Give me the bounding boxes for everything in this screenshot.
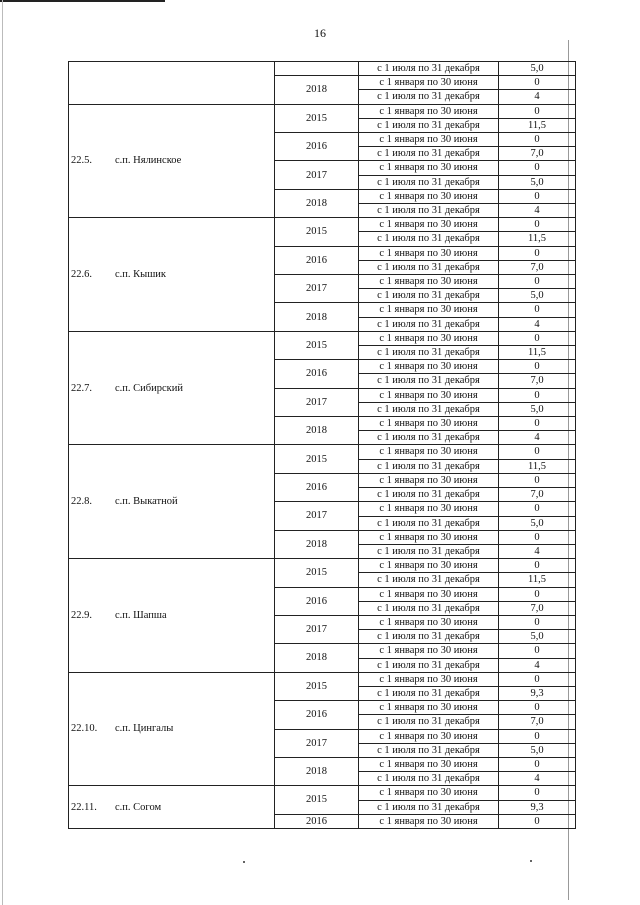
value-cell: 0 (499, 644, 576, 658)
period-cell: с 1 января по 30 июня (359, 757, 499, 771)
value-cell: 0 (499, 502, 576, 516)
settlement-label: с.п. Кышик (115, 268, 167, 280)
value-cell: 7,0 (499, 715, 576, 729)
value-cell: 5,0 (499, 289, 576, 303)
period-cell: с 1 января по 30 июня (359, 701, 499, 715)
value-cell: 0 (499, 133, 576, 147)
period-cell: с 1 июля по 31 декабря (359, 431, 499, 445)
period-cell: с 1 июля по 31 декабря (359, 658, 499, 672)
tariff-table (68, 61, 576, 829)
value-cell: 0 (499, 559, 576, 573)
year-cell: 2015 (275, 672, 359, 700)
value-cell: 5,0 (499, 402, 576, 416)
year-cell: 2016 (275, 133, 359, 161)
period-cell: с 1 января по 30 июня (359, 729, 499, 743)
year-cell: 2016 (275, 814, 359, 828)
settlement-label: с.п. Нялинское (115, 155, 182, 167)
period-cell: с 1 января по 30 июня (359, 360, 499, 374)
period-cell: с 1 июля по 31 декабря (359, 630, 499, 644)
period-cell: с 1 июля по 31 декабря (359, 62, 499, 76)
value-cell: 0 (499, 303, 576, 317)
year-cell: 2018 (275, 303, 359, 331)
period-cell: с 1 января по 30 июня (359, 104, 499, 118)
value-cell: 5,0 (499, 175, 576, 189)
value-cell: 9,3 (499, 800, 576, 814)
period-cell: с 1 июля по 31 декабря (359, 743, 499, 757)
settlement-name-continued (69, 62, 275, 105)
value-cell: 11,5 (499, 459, 576, 473)
scan-speck (243, 861, 245, 863)
settlement-name (69, 559, 275, 673)
value-cell: 0 (499, 417, 576, 431)
value-cell: 0 (499, 473, 576, 487)
period-cell: с 1 июля по 31 декабря (359, 601, 499, 615)
value-cell: 9,3 (499, 686, 576, 700)
value-cell: 0 (499, 757, 576, 771)
scan-speck (530, 860, 532, 862)
period-cell: с 1 января по 30 июня (359, 473, 499, 487)
value-cell: 7,0 (499, 147, 576, 161)
settlement-name (69, 445, 275, 559)
period-cell: с 1 января по 30 июня (359, 218, 499, 232)
period-cell: с 1 января по 30 июня (359, 786, 499, 800)
tariff-table-body (69, 62, 576, 829)
value-cell: 4 (499, 90, 576, 104)
year-cell: 2017 (275, 502, 359, 530)
value-cell: 0 (499, 246, 576, 260)
settlement-name (69, 672, 275, 786)
value-cell: 0 (499, 275, 576, 289)
period-cell: с 1 июля по 31 декабря (359, 544, 499, 558)
value-cell: 0 (499, 587, 576, 601)
scan-edge-left (2, 0, 3, 905)
period-cell: с 1 января по 30 июня (359, 502, 499, 516)
settlement-label: с.п. Цингалы (115, 723, 174, 735)
period-cell: с 1 июля по 31 декабря (359, 90, 499, 104)
value-cell: 5,0 (499, 743, 576, 757)
period-cell: с 1 июля по 31 декабря (359, 289, 499, 303)
value-cell: 7,0 (499, 601, 576, 615)
year-cell: 2016 (275, 246, 359, 274)
value-cell: 5,0 (499, 62, 576, 76)
year-cell: 2015 (275, 559, 359, 587)
period-cell: с 1 января по 30 июня (359, 275, 499, 289)
year-cell: 2018 (275, 189, 359, 217)
period-cell: с 1 января по 30 июня (359, 445, 499, 459)
year-cell: 2015 (275, 104, 359, 132)
value-cell: 4 (499, 544, 576, 558)
year-cell: 2015 (275, 786, 359, 814)
period-cell: с 1 января по 30 июня (359, 246, 499, 260)
settlement-name (69, 218, 275, 332)
value-cell: 4 (499, 431, 576, 445)
year-cell: 2018 (275, 530, 359, 558)
settlement-number: 22.6. (71, 268, 92, 280)
value-cell: 4 (499, 317, 576, 331)
value-cell: 0 (499, 445, 576, 459)
year-cell: 2017 (275, 388, 359, 416)
year-cell: 2016 (275, 473, 359, 501)
year-cell: 2016 (275, 587, 359, 615)
table-row (69, 62, 576, 76)
period-cell: с 1 июля по 31 декабря (359, 573, 499, 587)
settlement-label: с.п. Шапша (115, 609, 167, 621)
value-cell: 0 (499, 189, 576, 203)
table-row (69, 104, 576, 118)
period-cell: с 1 июля по 31 декабря (359, 374, 499, 388)
year-cell: 2015 (275, 445, 359, 473)
period-cell: с 1 января по 30 июня (359, 814, 499, 828)
value-cell: 7,0 (499, 260, 576, 274)
settlement-label: с.п. Сибирский (115, 382, 183, 394)
period-cell: с 1 января по 30 июня (359, 303, 499, 317)
year-cell: 2018 (275, 76, 359, 104)
period-cell: с 1 января по 30 июня (359, 331, 499, 345)
year-cell-empty (275, 62, 359, 76)
period-cell: с 1 июля по 31 декабря (359, 346, 499, 360)
value-cell: 11,5 (499, 232, 576, 246)
year-cell: 2017 (275, 615, 359, 643)
value-cell: 4 (499, 772, 576, 786)
period-cell: с 1 января по 30 июня (359, 530, 499, 544)
value-cell: 4 (499, 658, 576, 672)
top-border-line (0, 0, 165, 2)
year-cell: 2018 (275, 644, 359, 672)
period-cell: с 1 июля по 31 декабря (359, 488, 499, 502)
value-cell: 0 (499, 218, 576, 232)
period-cell: с 1 июля по 31 декабря (359, 175, 499, 189)
settlement-name (69, 331, 275, 445)
settlement-number: 22.11. (71, 801, 97, 813)
period-cell: с 1 июля по 31 декабря (359, 147, 499, 161)
period-cell: с 1 июля по 31 декабря (359, 459, 499, 473)
value-cell: 4 (499, 204, 576, 218)
period-cell: с 1 июля по 31 декабря (359, 204, 499, 218)
value-cell: 11,5 (499, 346, 576, 360)
period-cell: с 1 июля по 31 декабря (359, 772, 499, 786)
value-cell: 0 (499, 331, 576, 345)
value-cell: 5,0 (499, 516, 576, 530)
value-cell: 5,0 (499, 630, 576, 644)
settlement-number: 22.9. (71, 609, 92, 621)
value-cell: 0 (499, 672, 576, 686)
value-cell: 0 (499, 530, 576, 544)
year-cell: 2017 (275, 161, 359, 189)
value-cell: 11,5 (499, 118, 576, 132)
period-cell: с 1 июля по 31 декабря (359, 402, 499, 416)
year-cell: 2017 (275, 729, 359, 757)
settlement-number: 22.8. (71, 496, 92, 508)
settlement-label: с.п. Выкатной (115, 496, 178, 508)
settlement-name (69, 104, 275, 218)
table-row (69, 559, 576, 573)
year-cell: 2015 (275, 218, 359, 246)
period-cell: с 1 июля по 31 декабря (359, 118, 499, 132)
period-cell: с 1 января по 30 июня (359, 672, 499, 686)
value-cell: 7,0 (499, 374, 576, 388)
period-cell: с 1 января по 30 июня (359, 559, 499, 573)
value-cell: 0 (499, 388, 576, 402)
period-cell: с 1 января по 30 июня (359, 644, 499, 658)
value-cell: 0 (499, 161, 576, 175)
table-row (69, 445, 576, 459)
period-cell: с 1 января по 30 июня (359, 587, 499, 601)
period-cell: с 1 января по 30 июня (359, 76, 499, 90)
value-cell: 7,0 (499, 488, 576, 502)
period-cell: с 1 июля по 31 декабря (359, 317, 499, 331)
value-cell: 0 (499, 615, 576, 629)
value-cell: 0 (499, 76, 576, 90)
value-cell: 0 (499, 701, 576, 715)
settlement-number: 22.10. (71, 723, 98, 735)
period-cell: с 1 января по 30 июня (359, 133, 499, 147)
period-cell: с 1 июля по 31 декабря (359, 232, 499, 246)
table-row (69, 786, 576, 800)
year-cell: 2018 (275, 757, 359, 785)
value-cell: 0 (499, 360, 576, 374)
year-cell: 2016 (275, 360, 359, 388)
table-row (69, 672, 576, 686)
period-cell: с 1 июля по 31 декабря (359, 715, 499, 729)
period-cell: с 1 января по 30 июня (359, 189, 499, 203)
settlement-number: 22.7. (71, 382, 92, 394)
settlement-label: с.п. Согом (115, 801, 162, 813)
value-cell: 0 (499, 814, 576, 828)
year-cell: 2018 (275, 417, 359, 445)
table-row (69, 218, 576, 232)
period-cell: с 1 января по 30 июня (359, 161, 499, 175)
period-cell: с 1 июля по 31 декабря (359, 260, 499, 274)
value-cell: 11,5 (499, 573, 576, 587)
period-cell: с 1 января по 30 июня (359, 615, 499, 629)
year-cell: 2016 (275, 701, 359, 729)
period-cell: с 1 января по 30 июня (359, 417, 499, 431)
period-cell: с 1 июля по 31 декабря (359, 686, 499, 700)
period-cell: с 1 июля по 31 декабря (359, 516, 499, 530)
settlement-name (69, 786, 275, 829)
period-cell: с 1 января по 30 июня (359, 388, 499, 402)
value-cell: 0 (499, 786, 576, 800)
year-cell: 2015 (275, 331, 359, 359)
year-cell: 2017 (275, 275, 359, 303)
settlement-number: 22.5. (71, 155, 92, 167)
table-row (69, 331, 576, 345)
period-cell: с 1 июля по 31 декабря (359, 800, 499, 814)
value-cell: 0 (499, 729, 576, 743)
page-number: 16 (314, 26, 326, 40)
value-cell: 0 (499, 104, 576, 118)
